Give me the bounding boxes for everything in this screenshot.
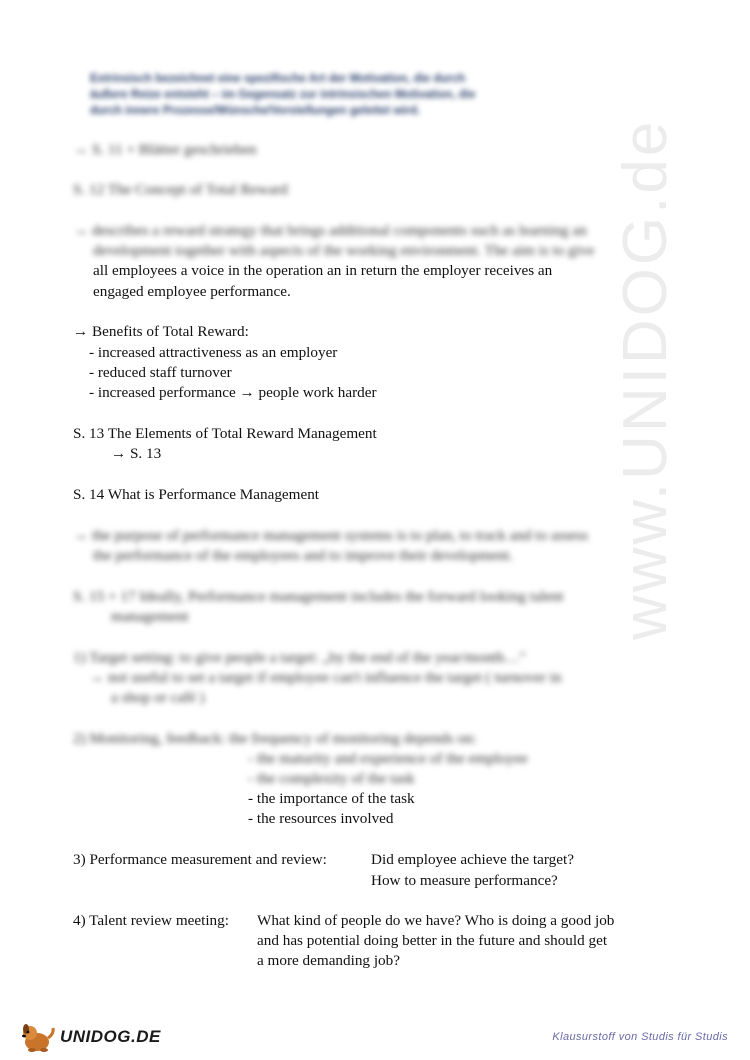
benefit-item: - increased attractiveness as an employer xyxy=(89,344,338,361)
intro-line: Extrinsisch bezeichnet eine spezifische Art der Motivation, die durch xyxy=(90,73,466,85)
benefits-heading: → Benefits of Total Reward: xyxy=(73,323,249,340)
item-3-label: 3) Performance measurement and review: xyxy=(73,851,327,868)
item-3-question: Did employee achieve the target? xyxy=(371,851,574,868)
benefit-item: - increased performance → people work harder xyxy=(89,384,377,401)
s12-heading: S. 12 The Concept of Total Reward xyxy=(73,181,288,198)
s12-text: all employees a voice in the operation an in return the employer receives an xyxy=(93,262,553,279)
s12-text: → describes a reward strategy that brings additional components such as learning an xyxy=(73,222,587,239)
item-3-question: How to measure performance? xyxy=(371,872,558,889)
item-4-text: What kind of people do we have? Who is doing a good job xyxy=(257,912,615,929)
s13-heading: S. 13 The Elements of Total Reward Management xyxy=(73,425,377,442)
s14-text: → the purpose of performance management systems is to plan, to track and to assess xyxy=(73,527,588,544)
item-4-label: 4) Talent review meeting: xyxy=(73,912,229,929)
item-4-text: a more demanding job? xyxy=(257,952,400,969)
item-2-text: - the maturity and experience of the employee xyxy=(248,750,528,767)
s13-reference: → S. 13 xyxy=(111,445,162,462)
s14-heading: S. 14 What is Performance Management xyxy=(73,486,320,503)
intro-line: durch innere Prozesse/Wünsche/Vorstellungen geleitet wird. xyxy=(90,105,421,117)
logo-text: UNIDOG.DE xyxy=(60,1027,161,1046)
s15-heading: management xyxy=(111,608,189,625)
item-4-text: and has potential doing better in the future and should get xyxy=(257,932,608,949)
item-2-text: - the importance of the task xyxy=(248,790,415,807)
s12-text: development together with aspects of the working environment. The aim is to give xyxy=(93,242,595,259)
item-2-text: - the complexity of the task xyxy=(248,770,415,787)
item-1-text: a shop or café ) xyxy=(111,689,205,706)
watermark: www.UNIDOG.de xyxy=(611,118,680,640)
item-1-text: 1) Target setting: to give people a target: „by the end of the year/month…" xyxy=(73,649,526,666)
intro-line: äußere Reize entsteht – im Gegensatz zur intrinsischen Motivation, die xyxy=(90,89,476,101)
unidog-logo[interactable] xyxy=(20,1020,161,1054)
item-2-text: 2) Monitoring, feedback: the frequency of monitoring depends on: xyxy=(73,730,477,747)
s12-text: engaged employee performance. xyxy=(93,283,291,300)
item-1-text: → not useful to set a target if employee can't influence the target ( turnover in xyxy=(89,669,562,686)
s15-heading: S. 15 + 17 Ideally, Performance management includes the forward looking talent xyxy=(73,588,564,605)
item-2-text: - the resources involved xyxy=(248,810,394,827)
s14-text: the performance of the employees and to improve their development. xyxy=(93,547,514,564)
s11-note: → S. 11 + Blätter geschrieben xyxy=(73,141,257,158)
dog-icon xyxy=(20,1020,56,1054)
footer-tagline: Klausurstoff von Studis für Studis xyxy=(552,1031,728,1043)
benefit-item: - reduced staff turnover xyxy=(89,364,232,381)
